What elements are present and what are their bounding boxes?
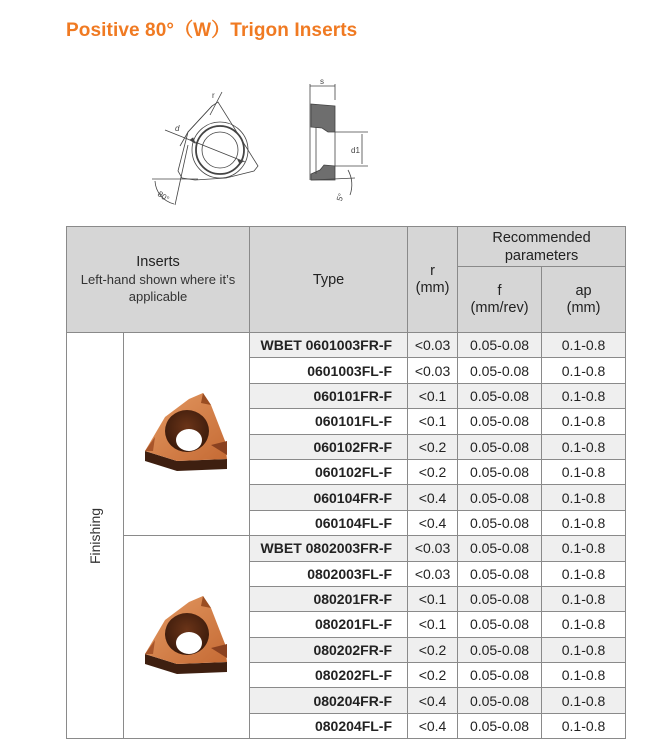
page-title: Positive 80°（W）Trigon Inserts bbox=[66, 20, 358, 41]
ap-cell: 0.1-0.8 bbox=[542, 510, 626, 535]
f-cell: 0.05-0.08 bbox=[458, 409, 542, 434]
r-cell: <0.4 bbox=[408, 713, 458, 738]
header-type: Type bbox=[250, 227, 408, 333]
insert-image-cell bbox=[124, 333, 250, 536]
type-cell: WBET 0802003FR-F bbox=[250, 536, 408, 561]
type-cell: 0802003FL-F bbox=[250, 561, 408, 586]
f-cell: 0.05-0.08 bbox=[458, 688, 542, 713]
header-r: r (mm) bbox=[408, 227, 458, 333]
f-cell: 0.05-0.08 bbox=[458, 536, 542, 561]
r-cell: <0.1 bbox=[408, 612, 458, 637]
ap-cell: 0.1-0.8 bbox=[542, 333, 626, 358]
type-cell: 080201FR-F bbox=[250, 586, 408, 611]
f-cell: 0.05-0.08 bbox=[458, 586, 542, 611]
type-cell: 060102FR-F bbox=[250, 434, 408, 459]
f-cell: 0.05-0.08 bbox=[458, 561, 542, 586]
thickness-label: s bbox=[320, 77, 324, 86]
r-cell: <0.1 bbox=[408, 383, 458, 408]
radius-label: r bbox=[212, 91, 215, 100]
type-cell: 080202FR-F bbox=[250, 637, 408, 662]
ap-cell: 0.1-0.8 bbox=[542, 459, 626, 484]
angle-label: 80° bbox=[155, 189, 171, 204]
ap-cell: 0.1-0.8 bbox=[542, 612, 626, 637]
type-cell: 080202FL-F bbox=[250, 663, 408, 688]
f-cell: 0.05-0.08 bbox=[458, 358, 542, 383]
ap-cell: 0.1-0.8 bbox=[542, 485, 626, 510]
f-cell: 0.05-0.08 bbox=[458, 383, 542, 408]
table-row bbox=[67, 536, 626, 561]
f-cell: 0.05-0.08 bbox=[458, 637, 542, 662]
r-cell: <0.03 bbox=[408, 333, 458, 358]
inserts-spec-table bbox=[66, 226, 626, 739]
ap-cell: 0.1-0.8 bbox=[542, 409, 626, 434]
side-view-drawing bbox=[310, 84, 368, 195]
type-cell: 060101FR-F bbox=[250, 383, 408, 408]
ap-cell: 0.1-0.8 bbox=[542, 358, 626, 383]
type-cell: 080204FR-F bbox=[250, 688, 408, 713]
category-label: Finishing bbox=[87, 507, 104, 564]
header-f: f (mm/rev) bbox=[458, 267, 542, 333]
ap-cell: 0.1-0.8 bbox=[542, 713, 626, 738]
f-cell: 0.05-0.08 bbox=[458, 459, 542, 484]
header-recommended-parameters: Recommended parameters bbox=[458, 227, 626, 267]
category-cell bbox=[67, 333, 124, 739]
header-inserts-note: Left-hand shown where it’s applicable bbox=[80, 272, 236, 304]
r-cell: <0.2 bbox=[408, 663, 458, 688]
f-cell: 0.05-0.08 bbox=[458, 510, 542, 535]
r-cell: <0.03 bbox=[408, 536, 458, 561]
r-cell: <0.4 bbox=[408, 688, 458, 713]
ap-cell: 0.1-0.8 bbox=[542, 663, 626, 688]
ap-cell: 0.1-0.8 bbox=[542, 561, 626, 586]
diameter-label: d bbox=[175, 124, 180, 133]
insert-photo-icon bbox=[124, 389, 249, 479]
type-cell: 080201FL-F bbox=[250, 612, 408, 637]
r-cell: <0.4 bbox=[408, 510, 458, 535]
f-cell: 0.05-0.08 bbox=[458, 434, 542, 459]
hole-diameter-label: d1 bbox=[351, 146, 360, 155]
type-cell: WBET 0601003FR-F bbox=[250, 333, 408, 358]
type-cell: 080204FL-F bbox=[250, 713, 408, 738]
r-cell: <0.2 bbox=[408, 637, 458, 662]
f-cell: 0.05-0.08 bbox=[458, 713, 542, 738]
r-cell: <0.4 bbox=[408, 485, 458, 510]
type-cell: 060104FL-F bbox=[250, 510, 408, 535]
clearance-angle-label: 5° bbox=[334, 192, 346, 203]
header-inserts bbox=[67, 227, 250, 333]
ap-cell: 0.1-0.8 bbox=[542, 536, 626, 561]
type-cell: 060102FL-F bbox=[250, 459, 408, 484]
f-cell: 0.05-0.08 bbox=[458, 663, 542, 688]
r-cell: <0.2 bbox=[408, 434, 458, 459]
insert-image-cell bbox=[124, 536, 250, 739]
type-cell: 0601003FL-F bbox=[250, 358, 408, 383]
header-ap: ap (mm) bbox=[542, 267, 626, 333]
ap-cell: 0.1-0.8 bbox=[542, 586, 626, 611]
r-cell: <0.1 bbox=[408, 586, 458, 611]
type-cell: 060104FR-F bbox=[250, 485, 408, 510]
insert-technical-drawing bbox=[140, 70, 380, 220]
f-cell: 0.05-0.08 bbox=[458, 485, 542, 510]
f-cell: 0.05-0.08 bbox=[458, 612, 542, 637]
top-view-drawing bbox=[152, 92, 258, 205]
r-cell: <0.03 bbox=[408, 358, 458, 383]
type-cell: 060101FL-F bbox=[250, 409, 408, 434]
r-cell: <0.2 bbox=[408, 459, 458, 484]
r-cell: <0.1 bbox=[408, 409, 458, 434]
header-inserts-label: Inserts bbox=[136, 254, 180, 270]
ap-cell: 0.1-0.8 bbox=[542, 434, 626, 459]
r-cell: <0.03 bbox=[408, 561, 458, 586]
insert-photo-icon bbox=[124, 592, 249, 682]
f-cell: 0.05-0.08 bbox=[458, 333, 542, 358]
table-row bbox=[67, 333, 626, 358]
ap-cell: 0.1-0.8 bbox=[542, 383, 626, 408]
ap-cell: 0.1-0.8 bbox=[542, 637, 626, 662]
ap-cell: 0.1-0.8 bbox=[542, 688, 626, 713]
